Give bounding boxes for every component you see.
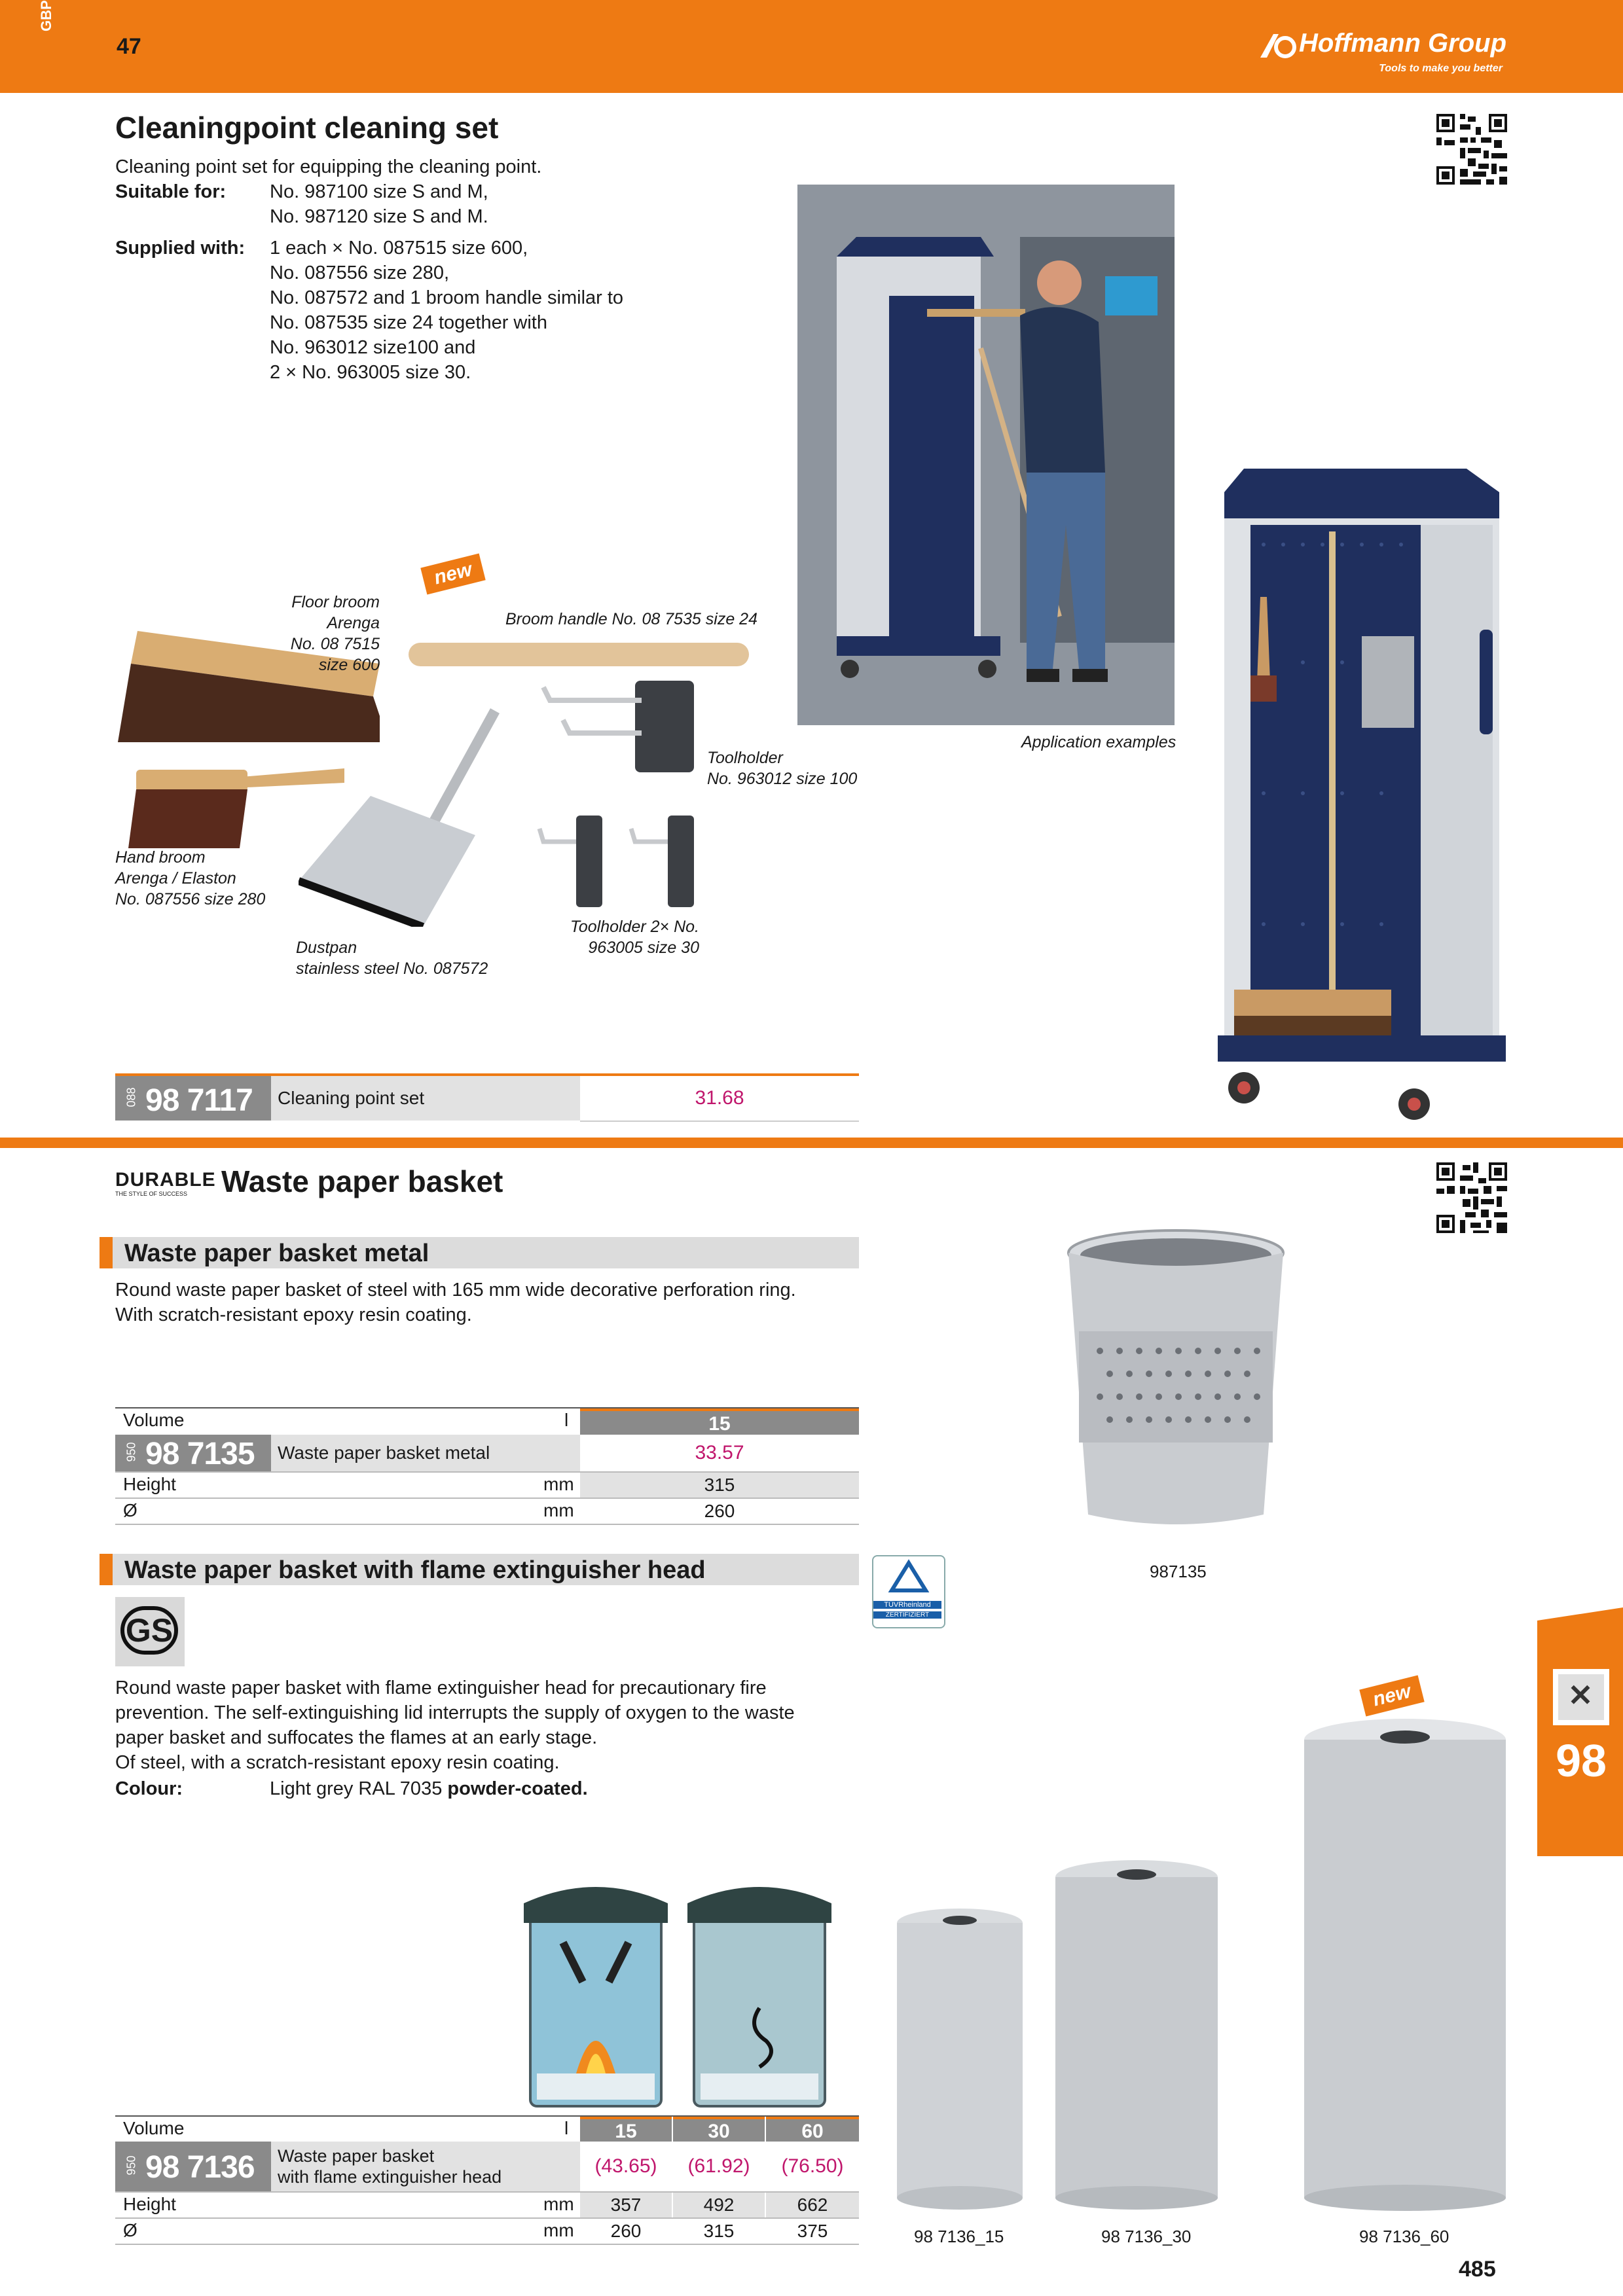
article-description: [271, 2142, 580, 2191]
article-description: Waste paper basket metal: [271, 1435, 580, 1471]
basket-caption-30: 98 7136_30: [1101, 2227, 1192, 2246]
colour-finish: powder-coated.: [447, 1778, 588, 1799]
broom-handle-image: [409, 640, 749, 670]
desc-line: With scratch-resistant epoxy resin coating.: [115, 1304, 472, 1325]
supplied-line: 1 each × No. 087515 size 600,: [270, 238, 528, 259]
caption-line: 963005 size 30: [588, 939, 699, 957]
height-value: 315: [580, 1473, 859, 1498]
volume-value: 15: [580, 2117, 672, 2142]
row-divider: [580, 1121, 859, 1122]
volume-value: 30: [673, 2117, 765, 2142]
metal-basket-image: [1061, 1227, 1291, 1530]
sub2-description: [115, 1676, 795, 1775]
chapter-tab[interactable]: [1537, 1607, 1623, 1856]
description-line: Waste paper basket: [278, 2146, 435, 2166]
supplied-line: No. 963012 size100 and: [270, 337, 476, 358]
article-description: Cleaning point set: [271, 1076, 580, 1121]
height-value: 357: [580, 2193, 672, 2217]
supplied-line: No. 087572 and 1 broom handle similar to: [270, 287, 624, 308]
diameter-value: 315: [703, 2221, 735, 2241]
section-divider: [0, 1138, 1623, 1148]
volume-value: 60: [766, 2117, 859, 2142]
toolholder-pair-caption: [550, 916, 699, 958]
desc-line: prevention. The self-extinguishing lid interrupts the supply of oxygen to the waste: [115, 1702, 795, 1723]
qr-code-icon[interactable]: [1436, 114, 1507, 185]
colour-text: Light grey RAL 7035: [270, 1778, 443, 1799]
article-number: 98 7135: [145, 1437, 255, 1471]
height-value: 662: [766, 2193, 859, 2217]
caption-line: Dustpan: [296, 939, 357, 957]
heading-accent: [100, 1554, 113, 1585]
supplied-line: No. 087535 size 24 together with: [270, 312, 547, 333]
sub2-heading-bar: [100, 1554, 859, 1585]
side-code: GBP: [38, 0, 54, 31]
section2-title: Waste paper basket: [221, 1164, 503, 1198]
supplied-label: Supplied with:: [115, 238, 246, 259]
tuv-triangle-icon: [873, 1556, 944, 1602]
sub1-heading-bar: [100, 1237, 859, 1268]
toolholder-image: [537, 674, 701, 785]
caption-line: No. 963012 size 100: [707, 770, 858, 788]
hoffmann-logo-icon: [1258, 30, 1298, 60]
broom-handle-caption: Broom handle No. 08 7535 size 24: [505, 610, 757, 628]
height-label: Height: [123, 1474, 176, 1494]
diameter-value: 375: [797, 2221, 828, 2241]
application-photo: [797, 185, 1175, 725]
article-number: 98 7117: [145, 1083, 253, 1118]
height-label: Height: [123, 2194, 176, 2214]
durable-logo-text: DURABLE: [115, 1169, 216, 1191]
page-prefix: 47: [117, 34, 141, 59]
suitable-list: [270, 179, 488, 229]
page-header: [0, 0, 1623, 93]
desc-line: Round waste paper basket of steel with 165 mm wide decorative perforation ring.: [115, 1280, 796, 1300]
cleaning-cabinet-image: [1205, 466, 1506, 1123]
colour-label: Colour:: [115, 1778, 183, 1799]
diameter-unit: mm: [543, 2220, 574, 2240]
volume-label: Volume: [123, 2118, 185, 2138]
article-prefix: 088: [124, 1087, 138, 1107]
height-value: 492: [673, 2193, 765, 2217]
caption-line: Toolholder: [707, 749, 783, 767]
gs-mark: GS: [120, 1606, 178, 1655]
new-badge: new: [1359, 1675, 1424, 1716]
caption-line: size 600: [318, 656, 380, 674]
durable-logo-sub: THE STYLE OF SUCCESS: [115, 1191, 188, 1197]
article-number-box: [115, 1435, 271, 1471]
volume-value: 15: [580, 1408, 859, 1435]
row-divider: [115, 1524, 859, 1525]
caption-line: No. 08 7515: [290, 635, 380, 653]
height-unit: mm: [543, 2194, 574, 2214]
volume-unit: l: [564, 1410, 569, 1430]
desc-line: paper basket and suffocates the flames at an early stage.: [115, 1727, 598, 1748]
basket-caption-60: 98 7136_60: [1359, 2227, 1450, 2246]
volume-unit: l: [564, 2118, 569, 2138]
caption-line: Floor broom Arenga: [291, 593, 380, 632]
suitable-label: Suitable for:: [115, 181, 227, 202]
diameter-value: 260: [704, 1501, 735, 1521]
application-caption: Application examples: [1021, 733, 1176, 751]
description-line: with flame extinguisher head: [278, 2167, 502, 2187]
row-divider: [115, 2244, 859, 2245]
article-number: 98 7136: [145, 2150, 255, 2185]
article-price[interactable]: (43.65): [594, 2155, 657, 2177]
caption-line: Toolholder 2× No.: [570, 918, 699, 936]
sub1-heading: Waste paper basket metal: [124, 1240, 429, 1267]
floor-broom-caption: [236, 592, 380, 675]
caption-line: No. 087556 size 280: [115, 890, 266, 908]
tuv-name: TÜVRheinland: [873, 1601, 941, 1609]
tuv-certification-badge: [872, 1555, 945, 1628]
gs-certification-badge: [115, 1597, 185, 1666]
desc-line: Round waste paper basket with flame extinguisher head for precautionary fire: [115, 1677, 767, 1698]
dustpan-caption: [296, 937, 488, 979]
suitable-line: No. 987100 size S and M,: [270, 181, 488, 202]
height-unit: mm: [543, 1474, 574, 1494]
dustpan-image: [299, 704, 508, 927]
article-prefix: 950: [124, 1442, 138, 1462]
desc-line: Of steel, with a scratch-resistant epoxy resin coating.: [115, 1752, 560, 1773]
article-prefix: 950: [124, 2155, 138, 2176]
sub1-description: [115, 1278, 796, 1327]
brand-tagline: Tools to make you better: [1379, 63, 1503, 74]
diameter-unit: mm: [543, 1500, 574, 1520]
toolholder-caption: [707, 747, 857, 789]
diameter-label: Ø: [123, 1500, 137, 1520]
suitable-line: No. 987120 size S and M.: [270, 206, 488, 227]
flame-extinguish-diagram: [524, 1877, 838, 2113]
durable-logo: [115, 1169, 216, 1203]
section1-intro: Cleaning point set for equipping the cleaning point.: [115, 156, 542, 177]
heading-accent: [100, 1237, 113, 1268]
page-number: 485: [1459, 2257, 1496, 2282]
toolholder-pair-image: [537, 809, 707, 914]
chapter-number: 98: [1556, 1735, 1607, 1786]
supplied-list: [270, 236, 623, 385]
metal-basket-caption: 987135: [1150, 1562, 1207, 1581]
tuv-sub: ZERTIFIZIERT: [873, 1611, 941, 1619]
basket-caption-15: 98 7136_15: [914, 2227, 1004, 2246]
hoffmann-logo[interactable]: [1231, 22, 1506, 81]
colour-value: [270, 1776, 588, 1801]
article-number-box: [115, 2142, 271, 2191]
article-price[interactable]: (61.92): [687, 2155, 750, 2177]
article-price[interactable]: (76.50): [781, 2155, 844, 2177]
diameter-label: Ø: [123, 2220, 137, 2240]
flame-basket-sizes-image: [888, 1713, 1510, 2211]
hand-broom-caption: [115, 847, 265, 910]
volume-label: Volume: [123, 1410, 185, 1430]
caption-line: Arenga / Elaston: [115, 869, 236, 888]
caption-line: stainless steel No. 087572: [296, 960, 488, 978]
article-price[interactable]: 31.68: [695, 1087, 744, 1109]
brand-name: Hoffmann Group: [1298, 29, 1506, 58]
article-price[interactable]: 33.57: [695, 1442, 744, 1463]
section1-title: Cleaningpoint cleaning set: [115, 111, 499, 145]
qr-code-icon[interactable]: [1436, 1162, 1507, 1233]
supplied-line: No. 087556 size 280,: [270, 262, 450, 283]
caption-line: Hand broom: [115, 848, 206, 867]
diameter-value: 260: [610, 2221, 642, 2241]
sub2-heading: Waste paper basket with flame extinguisher head: [124, 1556, 706, 1584]
cleaning-icon: ✕: [1567, 1678, 1594, 1712]
new-badge: new: [420, 553, 485, 594]
supplied-line: 2 × No. 963005 size 30.: [270, 362, 471, 383]
article-number-box: [115, 1076, 271, 1121]
